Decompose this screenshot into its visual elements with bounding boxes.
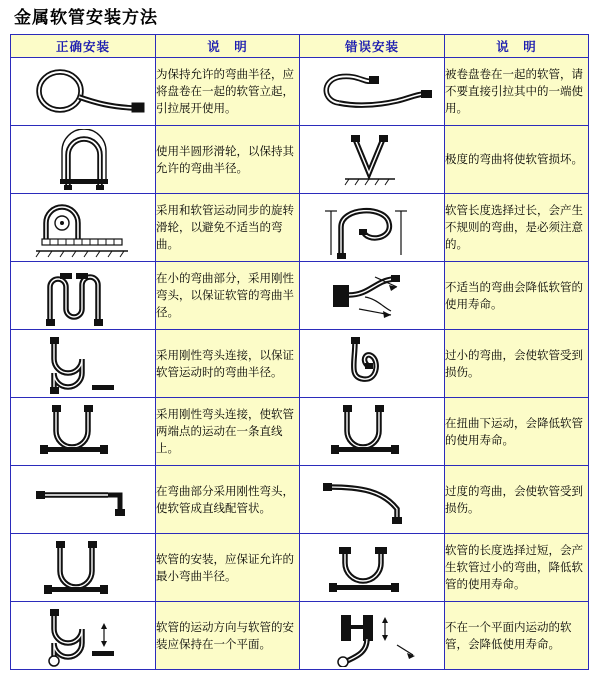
figure-over-bent-elbow — [300, 466, 445, 534]
table-row — [11, 126, 589, 194]
description-text: 采用刚性弯头连接，以保证软管运动时的弯曲半径。 — [156, 330, 300, 398]
figure-same-plane-motion — [11, 602, 156, 670]
header-correct-install: 正确安装 — [11, 35, 156, 58]
figure-coiled-hose-pulled — [300, 58, 445, 126]
description-text: 使用半圆形滑轮，以保持其允许的弯曲半径。 — [156, 126, 300, 194]
figure-improper-sharp-bend-arrows — [300, 262, 445, 330]
table-row — [11, 194, 589, 262]
description-text: 采用刚性弯头连接，使软管两端点的运动在一条直线上。 — [156, 398, 300, 466]
description-text: 软管的运动方向与软管的安装应保持在一个平面。 — [156, 602, 300, 670]
figure-semicircular-sheave — [11, 126, 156, 194]
description-text: 在弯曲部分采用刚性弯头，使软管成直线配管状。 — [156, 466, 300, 534]
figure-too-small-bend-loop — [300, 330, 445, 398]
table-row — [11, 602, 589, 670]
table-row — [11, 330, 589, 398]
description-text: 过度的弯曲，会使软管受到损伤。 — [445, 466, 589, 534]
figure-out-of-plane-motion — [300, 602, 445, 670]
description-text: 过小的弯曲，会使软管受到损伤。 — [445, 330, 589, 398]
figure-long-hose-irregular-loop — [300, 194, 445, 262]
description-text: 软管的安装，应保证允许的最小弯曲半径。 — [156, 534, 300, 602]
table-row — [11, 58, 589, 126]
description-text: 在扭曲下运动，会降低软管的使用寿命。 — [445, 398, 589, 466]
figure-sharp-v-bend — [300, 126, 445, 194]
table-row — [11, 466, 589, 534]
figure-minimum-bend-u-hose — [11, 534, 156, 602]
page-title: 金属软管安装方法 — [14, 8, 158, 28]
figure-rigid-elbow-u-loop — [11, 330, 156, 398]
description-text: 软管的长度选择过短，会产生软管过小的弯曲，降低软管的使用寿命。 — [445, 534, 589, 602]
description-text: 为保持允许的弯曲半径，应将盘卷在一起的软管立起，引拉展开使用。 — [156, 58, 300, 126]
figure-twisted-u-hose — [300, 398, 445, 466]
description-text: 采用和软管运动同步的旋转滑轮，以避免不适当的弯曲。 — [156, 194, 300, 262]
table-header-row — [11, 35, 589, 58]
table-row — [11, 534, 589, 602]
figure-rigid-elbow-small-bend — [11, 262, 156, 330]
header-wrong-install: 错误安装 — [300, 35, 445, 58]
installation-methods-table — [10, 34, 589, 670]
description-text: 极度的弯曲将使软管损坏。 — [445, 126, 589, 194]
figure-rigid-elbow-straight-line — [11, 398, 156, 466]
table-row — [11, 262, 589, 330]
header-description-1: 说 明 — [156, 35, 300, 58]
figure-too-long-hose-bracket — [300, 534, 445, 602]
header-description-2: 说 明 — [445, 35, 589, 58]
description-text: 不适当的弯曲会降低软管的使用寿命。 — [445, 262, 589, 330]
description-text: 软管长度选择过长，会产生不规则的弯曲，是必须注意的。 — [445, 194, 589, 262]
description-text: 被卷盘卷在一起的软管，请不要直接引拉其中的一端使用。 — [445, 58, 589, 126]
description-text: 在小的弯曲部分，采用刚性弯头，以保证软管的弯曲半径。 — [156, 262, 300, 330]
figure-rotating-sheave-chain — [11, 194, 156, 262]
figure-coiled-hose-vertical — [11, 58, 156, 126]
table-row — [11, 398, 589, 466]
description-text: 不在一个平面内运动的软管，会降低使用寿命。 — [445, 602, 589, 670]
figure-straight-pipe-elbow — [11, 466, 156, 534]
